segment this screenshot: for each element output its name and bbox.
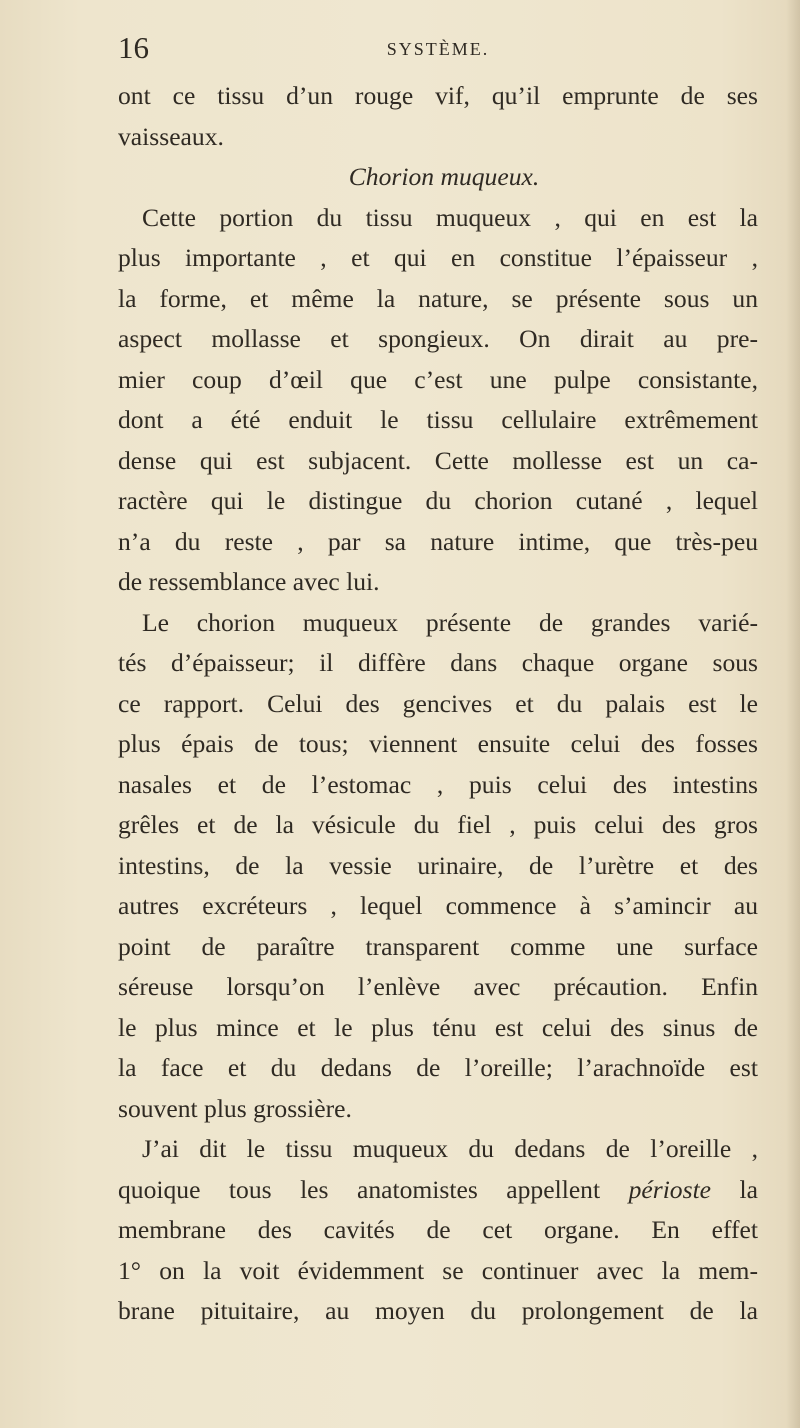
text-line: la face et du dedans de l’oreille; l’arachnoïde est xyxy=(118,1053,758,1082)
running-head: SYSTÈME. xyxy=(386,39,490,59)
text-line: autres excréteurs , lequel commence à s’amincir au xyxy=(118,891,758,920)
text-line: nasales et de l’estomac , puis celui des intestins xyxy=(118,769,758,799)
text-line: dont a été enduit le tissu cellulaire extrêmement xyxy=(118,405,758,434)
text-line: brane pituitaire, au moyen du prolongement de la xyxy=(118,1296,758,1325)
text-line: ont ce tissu d’un rouge vif, qu’il emprunte de ses xyxy=(118,81,758,110)
text-line: la forme, et même la nature, se présente sous un xyxy=(118,283,758,313)
text-line: tés d’épaisseur; il diffère dans chaque organe sous xyxy=(118,648,758,677)
text-line: de ressemblance avec lui. xyxy=(118,567,380,596)
page-header xyxy=(118,28,758,68)
text-line: plus épais de tous; viennent ensuite celui des fosses xyxy=(118,729,758,758)
text-line: aspect mollasse et spongieux. On dirait au pre- xyxy=(118,324,758,353)
text-line: intestins, de la vessie urinaire, de l’urètre et des xyxy=(118,850,758,880)
page-edge-shadow xyxy=(786,0,800,1428)
italic-term: périoste xyxy=(628,1174,712,1204)
text-line: ce rapport. Celui des gencives et du palais est le xyxy=(118,688,758,718)
text-line: n’a du reste , par sa nature intime, que très-peu xyxy=(118,526,758,556)
text-line: ractère qui le distingue du chorion cutané , lequel xyxy=(118,486,758,515)
text-line: mier coup d’œil que c’est une pulpe consistante, xyxy=(118,364,758,394)
text-line: souvent plus grossière. xyxy=(118,1093,352,1123)
text-line: dense qui est subjacent. Cette mollesse est un ca- xyxy=(118,445,758,475)
text-line: plus importante , et qui en constitue l’épaisseur , xyxy=(118,243,758,272)
text-line: membrane des cavités de cet organe. En effet xyxy=(118,1215,758,1244)
text-line: 1° on la voit évidemment se continuer avec la mem- xyxy=(118,1255,758,1285)
text-line: Le chorion muqueux présente de grandes varié- xyxy=(142,607,758,637)
section-heading: Chorion muqueux. xyxy=(348,162,540,191)
text-segment: quoique tous les anatomistes appellent xyxy=(118,1174,601,1204)
text-segment: la xyxy=(739,1174,759,1204)
text-line: Cette portion du tissu muqueux , qui en est la xyxy=(142,202,758,232)
text-line: grêles et de la vésicule du fiel , puis celui des gros xyxy=(118,810,758,839)
text-line: le plus mince et le plus ténu est celui des sinus de xyxy=(118,1012,758,1042)
text-line xyxy=(118,1170,758,1211)
text-line: vaisseaux. xyxy=(118,121,224,151)
text-line: J’ai dit le tissu muqueux du dedans de l’oreille , xyxy=(142,1134,758,1163)
text-line: séreuse lorsqu’on l’enlève avec précaution. Enfin xyxy=(118,972,758,1001)
text-line: point de paraître transparent comme une surface xyxy=(118,931,758,961)
page-number: 16 xyxy=(118,30,149,65)
body-text xyxy=(118,76,758,1332)
